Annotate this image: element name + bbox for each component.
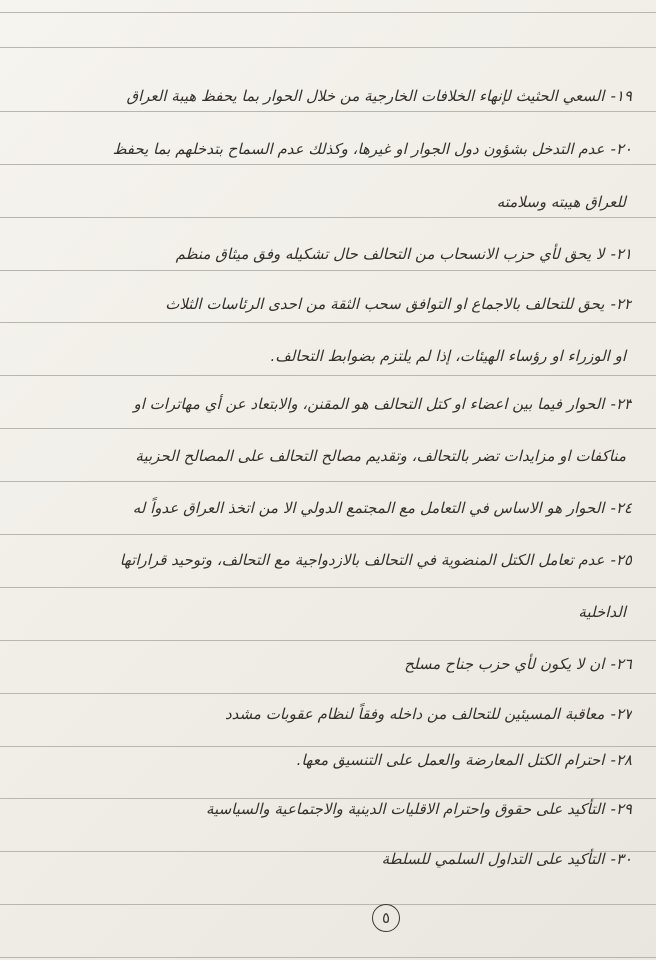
item-text: التأكيد على التداول السلمي للسلطة [381, 850, 605, 868]
item-number: ٣٠- [610, 850, 632, 868]
item-number: ٢٥- [610, 551, 632, 569]
item-number: ٢٤- [610, 499, 632, 517]
note-line [22, 388, 632, 420]
note-line [22, 793, 632, 825]
item-text: الحوار هو الاساس في التعامل مع المجتمع الدولي الا من اتخذ العراق عدواً له [132, 499, 605, 517]
note-line [22, 340, 632, 372]
item-text: ان لا يكون لأي حزب جناح مسلح [404, 655, 605, 673]
note-line [22, 186, 632, 218]
note-line [22, 133, 632, 165]
item-text: الداخلية [578, 603, 626, 621]
item-number: ٢٩- [610, 800, 632, 818]
item-text: الحوار فيما بين اعضاء او كتل التحالف هو المقنن، والابتعاد عن أي مهاترات او [133, 395, 605, 413]
note-line [22, 238, 632, 270]
item-text: لا يحق لأي حزب الانسحاب من التحالف حال تشكيله وفق ميثاق منظم [175, 245, 605, 263]
item-number: ٢٣- [610, 395, 632, 413]
item-number: ٢١- [610, 245, 632, 263]
note-line [22, 648, 632, 680]
note-line [22, 80, 632, 112]
item-text: احترام الكتل المعارضة والعمل على التنسيق معها. [296, 751, 605, 769]
item-number: ٢٨- [610, 751, 632, 769]
item-text: او الوزراء او رؤساء الهيئات، إذا لم يلتزم بضوابط التحالف. [270, 347, 626, 365]
item-text: عدم التدخل بشؤون دول الجوار او غيرها، وكذلك عدم السماح بتدخلهم بما يحفظ [112, 140, 605, 158]
note-line [22, 843, 632, 875]
item-number: ٢٢- [610, 295, 632, 313]
item-number: ٢٦- [610, 655, 632, 673]
note-line [22, 698, 632, 730]
item-text: معاقبة المسيئين للتحالف من داخله وفقاً لنظام عقوبات مشدد [224, 705, 605, 723]
note-line [22, 492, 632, 524]
item-text: للعراق هيبته وسلامته [496, 193, 626, 211]
item-number: ٢٧- [610, 705, 632, 723]
note-line [22, 744, 632, 776]
circled-page-number: ٥ [372, 904, 400, 932]
item-number: ٢٠- [610, 140, 632, 158]
note-line [22, 440, 632, 472]
item-text: يحق للتحالف بالاجماع او التوافق سحب الثقة من احدى الرئاسات الثلاث [165, 295, 605, 313]
note-line [22, 544, 632, 576]
note-line [22, 596, 632, 628]
item-text: مناكفات او مزايدات تضر بالتحالف، وتقديم مصالح التحالف على المصالح الحزبية [135, 447, 626, 465]
item-text: التأكيد على حقوق واحترام الاقليات الدينية والاجتماعية والسياسية [206, 800, 605, 818]
note-line [22, 288, 632, 320]
item-text: عدم تعامل الكتل المنضوية في التحالف بالازدواجية مع التحالف، وتوحيد قراراتها [119, 551, 605, 569]
item-number: ١٩- [610, 87, 632, 105]
item-text: السعي الحثيث لإنهاء الخلافات الخارجية من خلال الحوار بما يحفظ هيبة العراق [126, 87, 605, 105]
